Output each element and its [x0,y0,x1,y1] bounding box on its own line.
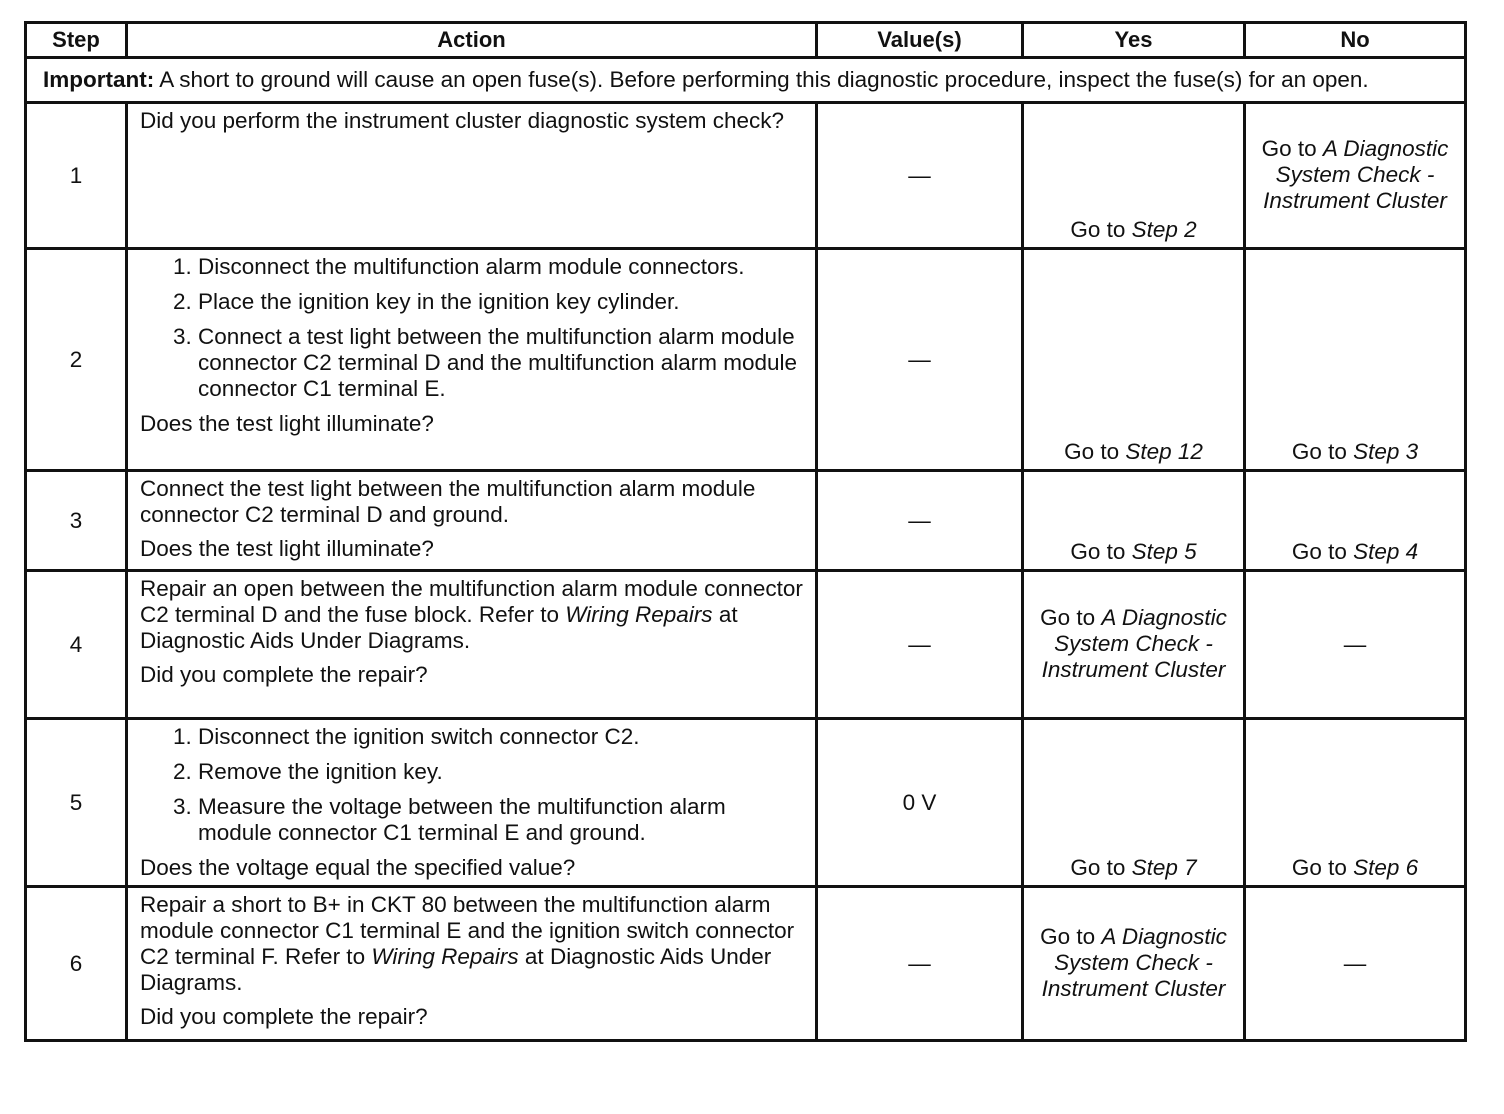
no-cell: — [1245,887,1466,1041]
yes-link: Step 2 [1131,217,1197,242]
action-text-a: Repair a short to B+ in CKT 80 between the multifunction alarm module connector C1 terminal E and the ignition switch connector C2 terminal F. Refer to [140,892,795,969]
action-cell [127,471,817,571]
important-text: A short to ground will cause an open fuse(s). Before performing this diagnostic procedure, inspect the fuse(s) for an open. [154,67,1369,92]
no-cell [1245,719,1466,887]
important-row [26,58,1466,103]
action-question: Does the test light illuminate? [140,536,434,561]
table-row [26,887,1466,1041]
action-item: 2. Remove the ignition key. [198,759,805,785]
action-item: 1. Disconnect the ignition switch connector C2. [198,724,805,750]
yes-link: A Diagnostic System Check - Instrument Cluster [1041,923,1227,1001]
yes-link: Step 12 [1125,439,1203,464]
yes-prefix: Go to [1040,604,1102,630]
action-question: Did you complete the repair? [140,662,428,687]
action-ref: Wiring Repairs [371,944,519,969]
yes-cell [1023,719,1245,887]
step-number: 6 [26,887,127,1041]
value-cell: — [817,571,1023,719]
table-row [26,719,1466,887]
no-link: Step 4 [1353,539,1419,564]
step-number: 1 [26,103,127,249]
yes-link: A Diagnostic System Check - Instrument Cluster [1041,604,1227,682]
no-cell [1245,103,1466,249]
action-text: Connect the test light between the multifunction alarm module connector C2 terminal D and ground. [140,476,756,527]
no-prefix: Go to [1291,539,1354,564]
table-row [26,571,1466,719]
table-row [26,103,1466,249]
step-number: 2 [26,249,127,471]
value-cell: — [817,887,1023,1041]
no-cell [1245,471,1466,571]
action-list [140,254,805,402]
value-cell: — [817,103,1023,249]
header-action: Action [127,23,817,58]
step-number: 4 [26,571,127,719]
yes-prefix: Go to [1070,855,1132,880]
yes-prefix: Go to [1070,539,1132,564]
no-prefix: Go to [1291,855,1354,880]
action-cell [127,887,817,1041]
step-number: 5 [26,719,127,887]
action-item: 3. Connect a test light between the multifunction alarm module connector C2 terminal D and the multifunction alarm module connector C1 terminal E. [198,324,805,402]
yes-prefix: Go to [1040,923,1102,949]
value-cell: — [817,471,1023,571]
action-question: Does the voltage equal the specified value? [140,855,576,880]
action-text-a: Repair an open between the multifunction alarm module connector C2 terminal D and the fuse block. Refer to [140,576,803,627]
yes-prefix: Go to [1064,439,1126,464]
no-prefix: Go to [1291,439,1354,464]
step-number: 3 [26,471,127,571]
action-list [140,724,805,846]
action-text [140,576,805,654]
action-question: Did you complete the repair? [140,1004,428,1029]
value-cell: 0 V [817,719,1023,887]
yes-prefix: Go to [1070,217,1132,242]
yes-cell [1023,471,1245,571]
yes-cell [1023,887,1245,1041]
action-cell [127,719,817,887]
no-link: A Diagnostic System Check - Instrument Cluster [1263,135,1449,213]
no-cell [1245,249,1466,471]
header-values: Value(s) [817,23,1023,58]
no-link: Step 3 [1353,439,1419,464]
action-ref: Wiring Repairs [565,602,713,627]
action-text [140,892,805,996]
no-link: Step 6 [1353,855,1419,880]
yes-link: Step 7 [1131,855,1197,880]
header-row [26,23,1466,58]
action-text-b: at Diagnostic Aids Under Diagrams. [140,944,772,995]
yes-cell [1023,249,1245,471]
yes-link: Step 5 [1131,539,1197,564]
action-item: 2. Place the ignition key in the ignition key cylinder. [198,289,805,315]
no-cell: — [1245,571,1466,719]
action-text: Did you perform the instrument cluster diagnostic system check? [140,108,785,133]
value-cell: — [817,249,1023,471]
header-step: Step [26,23,127,58]
yes-cell [1023,103,1245,249]
important-note [26,58,1466,103]
diagnostic-table [24,21,1467,1042]
action-cell [127,249,817,471]
header-no: No [1245,23,1466,58]
action-question: Does the test light illuminate? [140,411,434,436]
table-row [26,471,1466,571]
no-prefix: Go to [1261,135,1323,161]
action-cell [127,103,817,249]
action-text-b: at Diagnostic Aids Under Diagrams. [140,602,738,653]
yes-cell [1023,571,1245,719]
action-cell [127,571,817,719]
table-row [26,249,1466,471]
action-item: 3. Measure the voltage between the multifunction alarm module connector C1 terminal E and ground. [198,794,805,846]
action-item: 1. Disconnect the multifunction alarm module connectors. [198,254,805,280]
header-yes: Yes [1023,23,1245,58]
important-label: Important: [43,67,155,92]
